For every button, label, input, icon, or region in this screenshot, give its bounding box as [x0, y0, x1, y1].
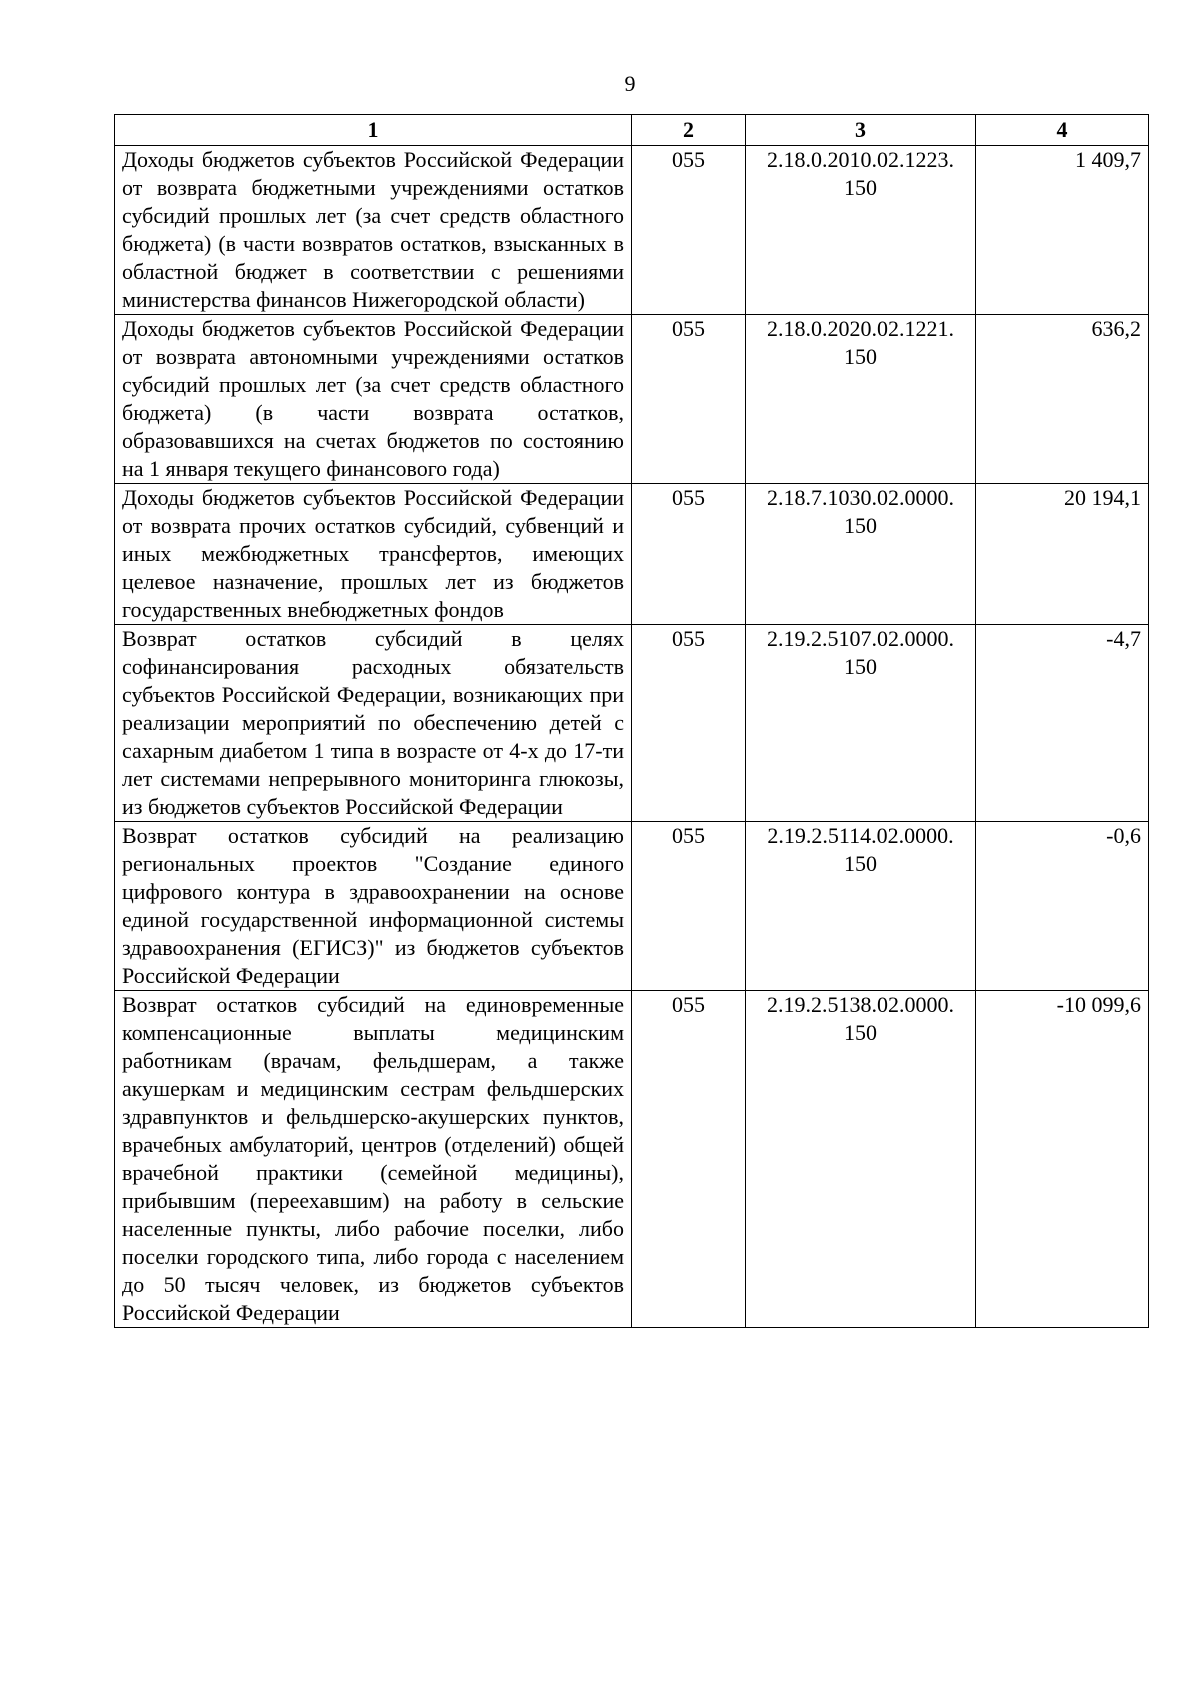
kbk-code-line-1: 2.18.0.2020.02.1221. [767, 316, 954, 341]
table-header-row [115, 115, 1149, 146]
row-admin-code: 055 [632, 822, 746, 991]
kbk-code-line-2: 150 [844, 513, 877, 538]
row-kbk-code [746, 315, 976, 484]
row-description: Возврат остатков субсидий на реализацию региональных проектов "Создание единого цифрового контура в здравоохранении на основе единой государственной информационной системы здравоохранения (ЕГИСЗ)" из бюджетов субъектов Российской Федерации [115, 822, 632, 991]
kbk-code-line-1: 2.19.2.5114.02.0000. [767, 823, 954, 848]
kbk-code-line-1: 2.19.2.5138.02.0000. [767, 992, 954, 1017]
row-amount: 636,2 [976, 315, 1149, 484]
kbk-code-line-2: 150 [844, 175, 877, 200]
table-row [115, 991, 1149, 1328]
row-description: Доходы бюджетов субъектов Российской Федерации от возврата бюджетными учреждениями остатков субсидий прошлых лет (за счет средств областного бюджета) (в части возвратов остатков, взысканных в областной бюджет в соответствии с решениями министерства финансов Нижегородской области) [115, 146, 632, 315]
row-admin-code: 055 [632, 991, 746, 1328]
table-row [115, 315, 1149, 484]
column-header-1: 1 [115, 115, 632, 146]
kbk-code-line-2: 150 [844, 1020, 877, 1045]
row-amount: 20 194,1 [976, 484, 1149, 625]
kbk-code-line-1: 2.18.0.2010.02.1223. [767, 147, 954, 172]
row-kbk-code [746, 991, 976, 1328]
table-row [115, 822, 1149, 991]
row-amount: -4,7 [976, 625, 1149, 822]
row-description: Доходы бюджетов субъектов Российской Федерации от возврата автономными учреждениями остатков субсидий прошлых лет (за счет средств областного бюджета) (в части возврата остатков, образовавшихся на счетах бюджетов по состоянию на 1 января текущего финансового года) [115, 315, 632, 484]
row-kbk-code [746, 822, 976, 991]
table-row [115, 146, 1149, 315]
row-kbk-code [746, 625, 976, 822]
row-admin-code: 055 [632, 484, 746, 625]
row-admin-code: 055 [632, 146, 746, 315]
kbk-code-line-1: 2.18.7.1030.02.0000. [767, 485, 954, 510]
row-admin-code: 055 [632, 315, 746, 484]
row-description: Возврат остатков субсидий на единовременные компенсационные выплаты медицинским работникам (врачам, фельдшерам, а также акушеркам и медицинским сестрам фельдшерских здравпунктов и фельдшерско-акушерских пунктов, врачебных амбулаторий, центров (отделений) общей врачебной практики (семейной медицины), прибывшим (переехавшим) на работу в сельские населенные пункты, либо рабочие поселки, либо поселки городского типа, либо города с населением до 50 тысяч человек, из бюджетов субъектов Российской Федерации [115, 991, 632, 1328]
row-amount: -10 099,6 [976, 991, 1149, 1328]
column-header-3: 3 [746, 115, 976, 146]
column-header-2: 2 [632, 115, 746, 146]
kbk-code-line-2: 150 [844, 851, 877, 876]
table-row [115, 484, 1149, 625]
row-amount: -0,6 [976, 822, 1149, 991]
kbk-code-line-1: 2.19.2.5107.02.0000. [767, 626, 954, 651]
row-description: Возврат остатков субсидий в целях софинансирования расходных обязательств субъектов Российской Федерации, возникающих при реализации мероприятий по обеспечению детей с сахарным диабетом 1 типа в возрасте от 4-х до 17-ти лет системами непрерывного мониторинга глюкозы, из бюджетов субъектов Российской Федерации [115, 625, 632, 822]
page-number: 9 [624, 71, 636, 96]
row-kbk-code [746, 146, 976, 315]
row-admin-code: 055 [632, 625, 746, 822]
kbk-code-line-2: 150 [844, 654, 877, 679]
row-amount: 1 409,7 [976, 146, 1149, 315]
table-row [115, 625, 1149, 822]
column-header-4: 4 [976, 115, 1149, 146]
budget-revenue-table [114, 114, 1149, 1328]
kbk-code-line-2: 150 [844, 344, 877, 369]
row-description: Доходы бюджетов субъектов Российской Федерации от возврата прочих остатков субсидий, субвенций и иных межбюджетных трансфертов, имеющих целевое назначение, прошлых лет из бюджетов государственных внебюджетных фондов [115, 484, 632, 625]
row-kbk-code [746, 484, 976, 625]
